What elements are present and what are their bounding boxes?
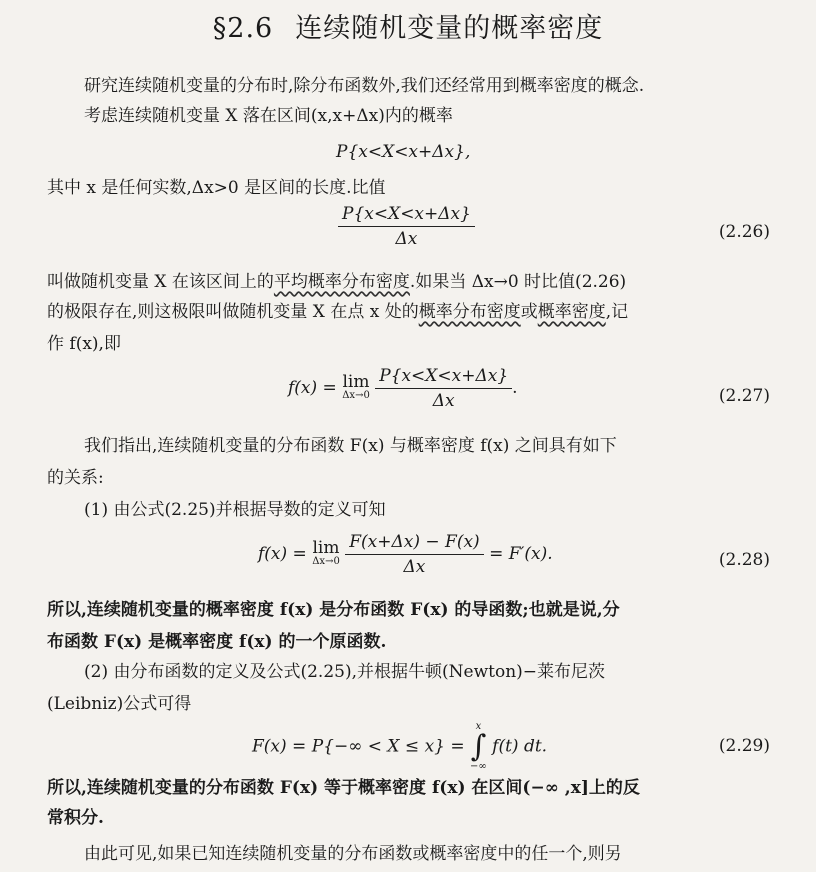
section-title: 连续随机变量的概率密度 bbox=[295, 13, 604, 44]
text-span: . bbox=[512, 378, 518, 398]
section-heading bbox=[0, 6, 816, 45]
limit-subscript: Δx→0 bbox=[312, 555, 340, 567]
paragraph-improper-integral-cont: 常积分. bbox=[47, 808, 104, 828]
eq-2-29-lhs: F(x) = P{−∞ < X ≤ x} = bbox=[252, 736, 465, 757]
paragraph-item-2: (2) 由分布函数的定义及公式(2.25),并根据牛顿(Newton)−莱布尼茨 bbox=[84, 662, 606, 682]
equation-number-2-28: (2.28) bbox=[718, 550, 770, 570]
limit-operator: lim bbox=[342, 371, 370, 392]
eq-2-28-rhs: = F′(x). bbox=[489, 544, 553, 564]
equation-2-29 bbox=[252, 722, 547, 772]
paragraph-relation: 我们指出,连续随机变量的分布函数 F(x) 与概率密度 f(x) 之间具有如下 bbox=[84, 436, 617, 456]
integral-upper-limit: x bbox=[475, 721, 482, 732]
text-span: 或 bbox=[520, 302, 538, 322]
eq-2-27-denominator: Δx bbox=[432, 391, 455, 411]
paragraph-closing: 由此可见,如果已知连续随机变量的分布函数或概率密度中的任一个,则另 bbox=[84, 844, 622, 864]
section-number: §2.6 bbox=[212, 13, 274, 44]
equation-number-2-26: (2.26) bbox=[718, 222, 770, 242]
paragraph-derivative-conclusion: 所以,连续随机变量的概率密度 f(x) 是分布函数 F(x) 的导函数;也就是说,分 bbox=[47, 600, 620, 620]
integral-sign: ∫ bbox=[470, 729, 487, 764]
term-average-density: 平均概率分布密度 bbox=[273, 272, 410, 292]
paragraph-notation: 作 f(x),即 bbox=[47, 334, 121, 354]
paragraph-average-density bbox=[47, 270, 777, 294]
integral-lower-limit: −∞ bbox=[470, 761, 487, 772]
equation-2-26 bbox=[338, 204, 475, 249]
paragraph-ratio: 其中 x 是任何实数,Δx>0 是区间的长度.比值 bbox=[47, 178, 386, 198]
eq-2-28-denominator: Δx bbox=[403, 557, 426, 577]
limit-subscript: Δx→0 bbox=[342, 389, 370, 401]
text-span: 叫做随机变量 X 在该区间上的 bbox=[47, 272, 274, 292]
equation-2-28 bbox=[258, 532, 553, 577]
eq-2-29-rhs: f(t) dt. bbox=[492, 736, 548, 757]
term-probability-density: 概率密度 bbox=[537, 302, 606, 322]
eq-2-26-numerator: P{x<X<x+Δx} bbox=[338, 204, 475, 227]
paragraph-interval: 考虑连续随机变量 X 落在区间(x,x+Δx)内的概率 bbox=[84, 106, 453, 126]
text-span: 的极限存在,则这极限叫做随机变量 X 在点 x 处的 bbox=[47, 302, 419, 322]
paragraph-relation-cont: 的关系: bbox=[47, 468, 104, 488]
paragraph-item-1: (1) 由公式(2.25)并根据导数的定义可知 bbox=[84, 500, 386, 520]
eq-2-27-numerator: P{x<X<x+Δx} bbox=[375, 366, 512, 389]
equation-probability: P{x<X<x+Δx}, bbox=[336, 142, 471, 162]
limit-operator: lim bbox=[312, 537, 340, 558]
equation-number-2-29: (2.29) bbox=[718, 736, 770, 756]
text-span: ,记 bbox=[605, 302, 629, 322]
paragraph-density-def bbox=[47, 300, 777, 324]
term-distribution-density: 概率分布密度 bbox=[418, 302, 521, 322]
eq-2-28-numerator: F(x+Δx) − F(x) bbox=[345, 532, 483, 555]
equation-2-27 bbox=[288, 366, 518, 411]
paragraph-antiderivative: 布函数 F(x) 是概率密度 f(x) 的一个原函数. bbox=[47, 632, 387, 652]
paragraph-intro: 研究连续随机变量的分布时,除分布函数外,我们还经常用到概率密度的概念. bbox=[84, 76, 645, 96]
paragraph-leibniz: (Leibniz)公式可得 bbox=[47, 694, 192, 714]
eq-2-27-lhs: f(x) = bbox=[288, 378, 337, 398]
text-span: .如果当 Δx→0 时比值(2.26) bbox=[409, 272, 627, 292]
eq-2-28-lhs: f(x) = bbox=[258, 544, 307, 564]
paragraph-improper-integral: 所以,连续随机变量的分布函数 F(x) 等于概率密度 f(x) 在区间(−∞ ,x]上的反 bbox=[47, 778, 640, 798]
eq-2-26-denominator: Δx bbox=[395, 229, 418, 249]
equation-number-2-27: (2.27) bbox=[718, 386, 770, 406]
